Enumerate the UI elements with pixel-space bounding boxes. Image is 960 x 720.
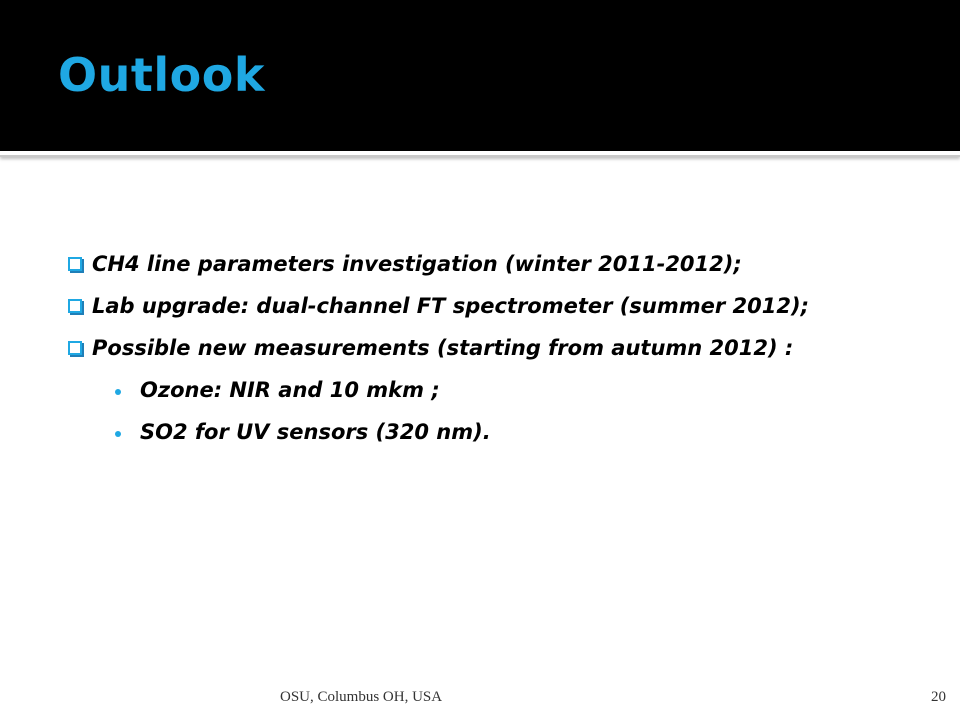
sub-bullet-item [64, 416, 894, 448]
bullet-text: Lab upgrade: dual-channel FT spectrometer (summer 2012); [92, 294, 809, 318]
dot-icon [115, 431, 121, 437]
bullet-item [64, 248, 894, 280]
sub-bullet-text: Ozone: NIR and 10 mkm ; [140, 378, 440, 402]
bullet-list [64, 248, 894, 448]
slide-title: Outlook [58, 48, 265, 102]
page-number: 20 [931, 689, 946, 705]
checkbox-icon [68, 341, 82, 355]
title-bar [0, 0, 960, 151]
bullet-text: Possible new measurements (starting from autumn 2012) : [92, 336, 794, 360]
title-divider [0, 151, 960, 157]
checkbox-icon [68, 257, 82, 271]
bullet-item [64, 332, 894, 364]
bullet-text: CH4 line parameters investigation (winter 2011-2012); [92, 252, 742, 276]
dot-icon [115, 389, 121, 395]
checkbox-icon [68, 299, 82, 313]
bullet-item [64, 290, 894, 322]
sub-bullet-item [64, 374, 894, 406]
sub-bullet-text: SO2 for UV sensors (320 nm). [140, 420, 491, 444]
footer-text: OSU, Columbus OH, USA [280, 689, 443, 705]
